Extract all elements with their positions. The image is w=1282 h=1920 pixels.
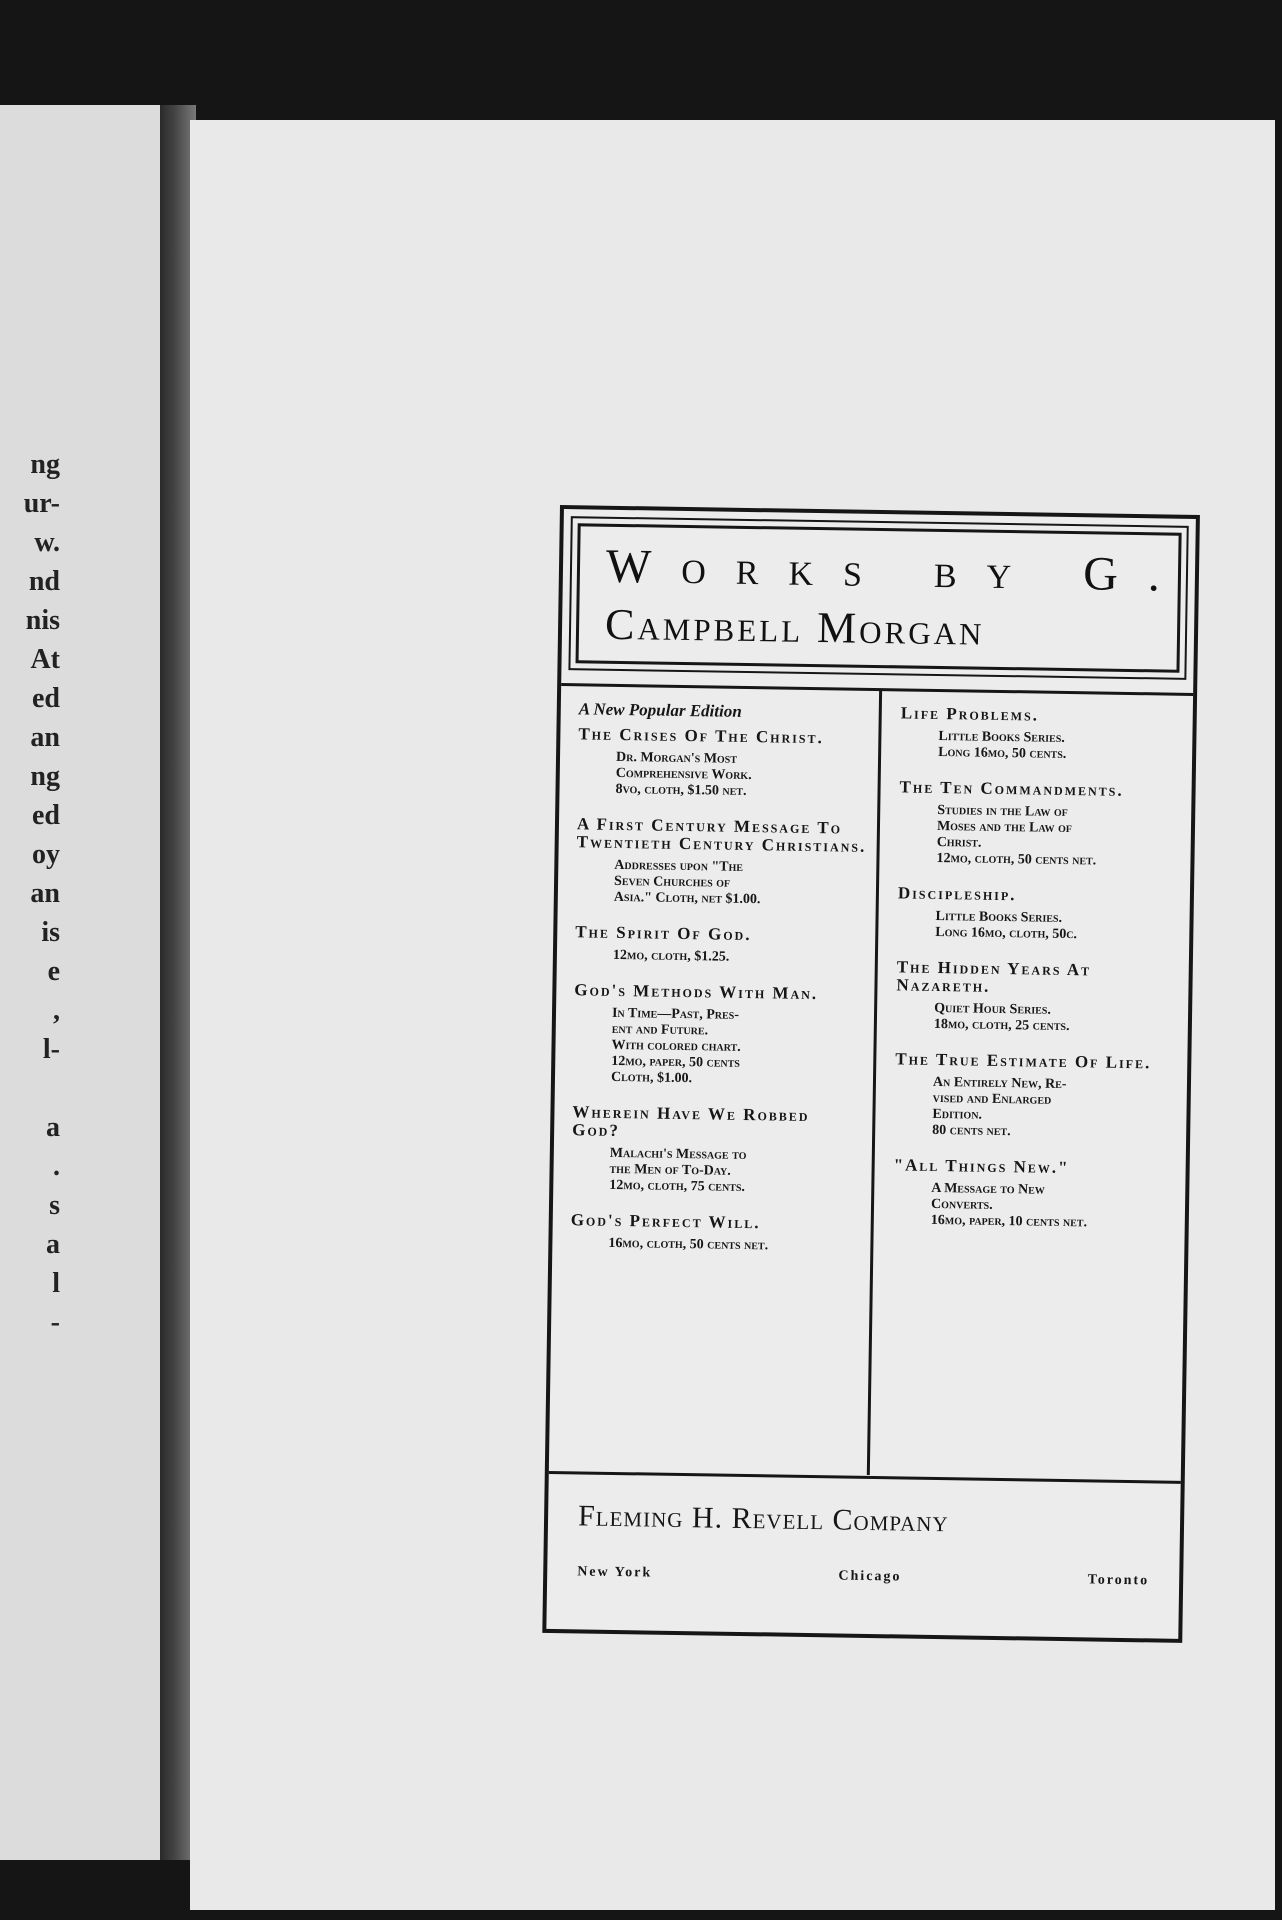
description-line: 8vo, cloth, $1.50 net. bbox=[615, 781, 747, 799]
book-title: The Spirit Of God. bbox=[575, 922, 752, 945]
description-line: Comprehensive Work. bbox=[615, 765, 752, 784]
description-line: vised and Enlarged bbox=[932, 1090, 1052, 1108]
fragment: is bbox=[41, 917, 60, 948]
book-entry bbox=[900, 704, 1173, 764]
description-line: 16mo, paper, 10 cents net. bbox=[930, 1212, 1088, 1231]
fragment: At bbox=[30, 644, 60, 675]
description-line: Long 16mo, 50 cents. bbox=[938, 744, 1067, 762]
description-line: Christ. bbox=[936, 834, 982, 851]
fragment: ng bbox=[30, 449, 60, 480]
book-title: The Ten Commandments. bbox=[899, 777, 1124, 800]
book-entry bbox=[577, 699, 869, 802]
fragment: a bbox=[46, 1229, 60, 1260]
facing-page bbox=[0, 105, 165, 1860]
fragment: oy bbox=[32, 839, 60, 870]
book-title: God's Perfect Will. bbox=[570, 1210, 761, 1233]
book-title: God's Methods With Man. bbox=[574, 980, 819, 1004]
book-title: "All Things New." bbox=[893, 1155, 1070, 1178]
fragment: ng bbox=[30, 761, 60, 792]
book-title: The Hidden Years At Nazareth. bbox=[896, 957, 1092, 996]
fragment: w. bbox=[34, 527, 60, 558]
right-column bbox=[892, 704, 1172, 1250]
city: Chicago bbox=[838, 1568, 902, 1585]
book-entry bbox=[897, 884, 1170, 944]
book-description bbox=[938, 729, 1172, 765]
book-description bbox=[936, 803, 1171, 871]
advertisement-box bbox=[542, 505, 1200, 1643]
book-entry bbox=[573, 981, 865, 1090]
book-title: The True Estimate Of Life. bbox=[895, 1049, 1152, 1073]
book-entry bbox=[571, 1103, 862, 1198]
fragment: an bbox=[30, 722, 60, 753]
book-entry bbox=[898, 778, 1171, 870]
fragment: - bbox=[50, 1307, 60, 1338]
fragment: a bbox=[46, 1112, 60, 1143]
column-divider bbox=[867, 690, 882, 1475]
description-line: Studies in the Law of bbox=[937, 802, 1068, 821]
fragment: , bbox=[53, 995, 60, 1026]
description-line: Cloth, $1.00. bbox=[610, 1069, 693, 1087]
book-title: A First Century Message To Twentieth Century Christians. bbox=[576, 814, 867, 856]
fragment: . bbox=[53, 1151, 60, 1182]
description-line: A Message to New bbox=[931, 1180, 1045, 1198]
book-description bbox=[608, 1236, 860, 1256]
description-line: 16mo, cloth, 50 cents net. bbox=[608, 1235, 769, 1254]
city: Toronto bbox=[1087, 1572, 1150, 1589]
header-divider bbox=[561, 683, 1193, 696]
book-title: The Crises Of The Christ. bbox=[578, 724, 824, 748]
book-entry bbox=[575, 923, 866, 968]
description-line: Seven Churches of bbox=[613, 873, 731, 891]
description-line: Little Books Series. bbox=[935, 908, 1063, 926]
fragment: an bbox=[30, 878, 60, 909]
description-line: 12mo, paper, 50 cents bbox=[611, 1053, 741, 1071]
book-title: Life Problems. bbox=[900, 703, 1040, 725]
book-entry bbox=[576, 815, 867, 910]
edition-note: A New Popular Edition bbox=[578, 699, 742, 721]
description-line: An Entirely New, Re- bbox=[932, 1074, 1067, 1093]
description-line: ent and Future. bbox=[611, 1021, 709, 1039]
book-description bbox=[613, 948, 865, 968]
fragment: l- bbox=[42, 1034, 60, 1065]
publisher-name: Fleming H. Revell Company bbox=[577, 1499, 949, 1539]
fragment: nis bbox=[25, 605, 60, 636]
description-line: Long 16mo, cloth, 50c. bbox=[935, 924, 1078, 943]
description-line: the Men of To-Day. bbox=[609, 1161, 731, 1179]
fragment: e bbox=[47, 956, 60, 987]
description-line: Dr. Morgan's Most bbox=[615, 749, 738, 767]
description-line: 12mo, cloth, 75 cents. bbox=[609, 1177, 746, 1195]
fragment: ed bbox=[32, 800, 60, 831]
description-line: 80 cents net. bbox=[932, 1122, 1011, 1140]
description-line: Addresses upon "The bbox=[614, 857, 744, 875]
book-description bbox=[935, 909, 1169, 945]
book-title: Wherein Have We Robbed God? bbox=[572, 1102, 810, 1141]
book-title: Discipleship. bbox=[897, 883, 1017, 905]
ad-title-line-2: Campbell Morgan bbox=[604, 599, 985, 655]
book-entry bbox=[893, 1156, 1166, 1232]
book-description bbox=[932, 1075, 1167, 1143]
book-entry bbox=[896, 958, 1169, 1036]
book-description bbox=[615, 750, 868, 802]
fragment: ur- bbox=[23, 488, 60, 519]
description-line: Malachi's Message to bbox=[609, 1145, 747, 1164]
book-description bbox=[934, 1001, 1168, 1037]
book-description bbox=[609, 1146, 862, 1198]
book-entry bbox=[570, 1211, 861, 1256]
description-line: Moses and the Law of bbox=[936, 818, 1073, 837]
description-line: With colored chart. bbox=[611, 1037, 741, 1055]
book-description bbox=[614, 858, 867, 910]
page bbox=[190, 120, 1275, 1910]
publisher-cities bbox=[577, 1564, 1149, 1589]
description-line: Converts. bbox=[930, 1196, 993, 1213]
ad-header bbox=[576, 523, 1191, 672]
book-description bbox=[931, 1181, 1166, 1233]
footer-divider bbox=[549, 1471, 1181, 1484]
fragment: s bbox=[49, 1190, 60, 1221]
description-line: 18mo, cloth, 25 cents. bbox=[933, 1016, 1070, 1035]
left-column bbox=[570, 699, 869, 1273]
description-line: Asia." Cloth, net $1.00. bbox=[613, 889, 761, 908]
description-line: Little Books Series. bbox=[938, 728, 1065, 746]
description-line: Quiet Hour Series. bbox=[934, 1000, 1052, 1018]
description-line: 12mo, cloth, 50 cents net. bbox=[936, 850, 1097, 869]
fragment bbox=[0, 1069, 60, 1108]
description-line: Edition. bbox=[932, 1106, 983, 1123]
fragment: l bbox=[52, 1268, 60, 1299]
fragment: ed bbox=[32, 683, 60, 714]
ad-title-line-1: Works by G. bbox=[605, 539, 1191, 602]
book-entry bbox=[894, 1050, 1167, 1142]
description-line: In Time—Past, Pres- bbox=[611, 1005, 740, 1023]
city: New York bbox=[577, 1564, 653, 1581]
facing-page-text bbox=[0, 445, 60, 1342]
description-line: 12mo, cloth, $1.25. bbox=[612, 947, 730, 965]
book-description bbox=[611, 1006, 864, 1090]
fragment: nd bbox=[28, 566, 60, 597]
